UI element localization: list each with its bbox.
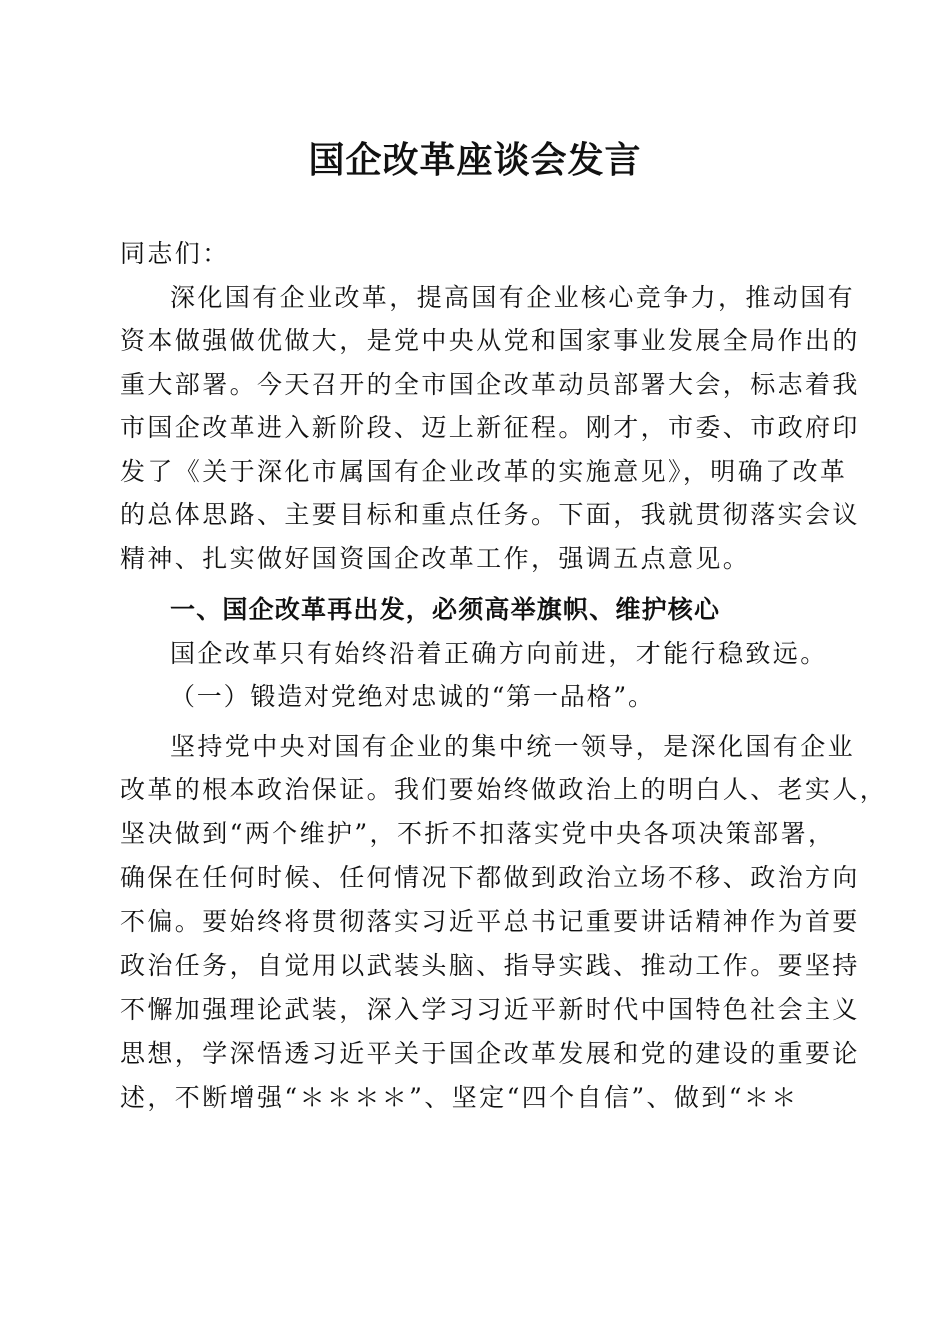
intro-line-5: 发了《关于深化市属国有企业改革的实施意见》，明确了改革: [120, 457, 848, 486]
body-line-3: 坚决做到“两个维护”，不折不扣落实党中央各项决策部署，: [120, 819, 836, 848]
intro-line-4: 市国企改革进入新阶段、迈上新征程。刚才，市委、市政府印: [120, 413, 860, 442]
document-title: 国企改革座谈会发言: [308, 139, 642, 181]
salutation: 同志们：: [120, 239, 230, 268]
body-line-2: 改革的根本政治保证。我们要始终做政治上的明白人、老实人，: [120, 775, 888, 804]
intro-line-2: 资本做强做优做大，是党中央从党和国家事业发展全局作出的: [120, 326, 860, 355]
body-line-7: 不懈加强理论武装，深入学习习近平新时代中国特色社会主义: [120, 995, 860, 1024]
body-line-9: 述，不断增强“＊＊＊＊”、坚定“四个自信”、做到“＊＊: [120, 1083, 799, 1112]
body-line-1: 坚持党中央对国有企业的集中统一领导，是深化国有企业: [170, 732, 856, 761]
intro-line-7: 精神、扎实做好国资国企改革工作，强调五点意见。: [120, 544, 751, 573]
body-line-6: 政治任务，自觉用以武装头脑、指导实践、推动工作。要坚持: [120, 951, 860, 980]
intro-line-6: 的总体思路、主要目标和重点任务。下面，我就贯彻落实会议: [120, 500, 860, 529]
body-line-8: 思想，学深悟透习近平关于国企改革发展和党的建设的重要论: [120, 1039, 860, 1068]
body-line-5: 不偏。要始终将贯彻落实习近平总书记重要讲话精神作为首要: [120, 907, 860, 936]
intro-line-3: 重大部署。今天召开的全市国企改革动员部署大会，标志着我: [120, 370, 860, 399]
section-1-heading: 一、国企改革再出发，必须高举旗帜、维护核心: [170, 595, 721, 624]
body-line-4: 确保在任何时候、任何情况下都做到政治立场不移、政治方向: [120, 863, 860, 892]
section-1-intro: 国企改革只有始终沿着正确方向前进，才能行稳致远。: [170, 639, 828, 668]
subsection-1-heading: （一）锻造对党绝对忠诚的“第一品格”。: [170, 682, 655, 711]
intro-line-1: 深化国有企业改革，提高国有企业核心竞争力，推动国有: [170, 283, 856, 312]
